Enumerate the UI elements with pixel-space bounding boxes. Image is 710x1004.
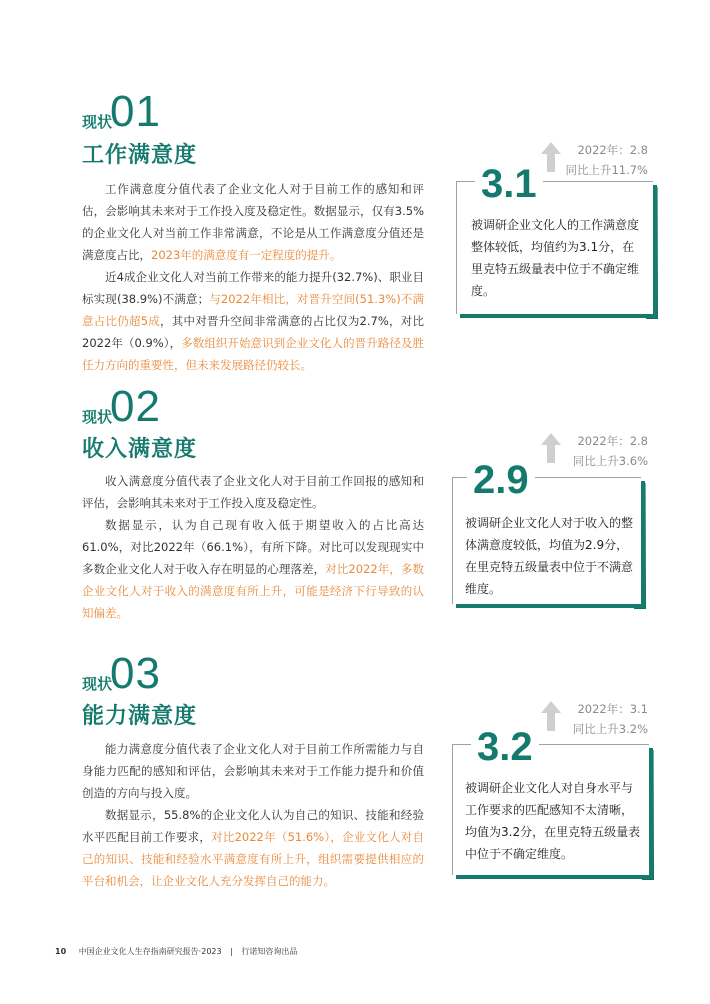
paragraph: [82, 178, 424, 266]
compare-year: 2022年：2.8: [577, 434, 648, 448]
compare-year: 2022年：3.1: [577, 702, 648, 716]
stat-value: 3.1: [475, 162, 543, 206]
stat-value: 3.2: [471, 725, 539, 769]
report-title: 中国企业文化人生存指南研究报告·2023: [78, 947, 222, 956]
stat-description: 被调研企业文化人对自身水平与工作要求的匹配感知不太清晰，均值为3.2分，在里克特五级量表中位于不确定维度。: [465, 781, 641, 861]
section-label: 现状: [82, 113, 113, 131]
body-text: 能力满意度分值代表了企业文化人对于目前工作所需能力与自身能力匹配的感知和评估，会影响其未来对于工作能力提升和价值创造的方向与投入度。: [82, 742, 424, 800]
body-text: 数据显示，认为自己现有收入低于期望收入的占比高达61.0%，对比2022年（66.1%），有所下降。对比可以发现现实中多数企业文化人对于收入存在明显的心理落差，: [82, 518, 424, 576]
compare-change: 同比上升3.2%: [572, 722, 648, 736]
section-label: 现状: [82, 408, 113, 426]
stat-description: 被调研企业文化人的工作满意度整体较低，均值约为3.1分，在里克特五级量表中位于不确定维度。: [471, 218, 640, 298]
up-arrow-icon: [541, 433, 561, 463]
compare-change: 同比上升3.6%: [572, 454, 648, 468]
paragraph: [82, 514, 424, 624]
section-title: 工作满意度: [82, 143, 198, 168]
section-number: 02: [110, 382, 161, 431]
paragraph: [82, 266, 424, 376]
highlight-text: 多数组织开始意识到企业文化人的晋升路径及胜任力方向的重要性，但未来发展路径仍较长。: [82, 336, 424, 372]
section-label: 现状: [82, 675, 113, 693]
stat-value: 2.9: [467, 458, 535, 502]
compare-change: 同比上升11.7%: [565, 163, 648, 177]
footer-separator: |: [230, 947, 233, 956]
highlight-text: 与2022年相比，对晋升空间(51.3%)不满意占比仍超5成: [82, 292, 424, 328]
body-text: ，其中对晋升空间非常满意的占比仅为2.7%，对比2022年（0.9%），: [82, 314, 424, 350]
section-title: 收入满意度: [82, 437, 198, 462]
section-number: 01: [110, 87, 161, 136]
body-text: 收入满意度分值代表了企业文化人对于目前工作回报的感知和评估，会影响其未来对于工作投入度及稳定性。: [82, 474, 424, 510]
highlight-text: 对比2022年（51.6%），企业文化人对自己的知识、技能和经验水平满意度有所上升，组织需要提供相应的平台和机会，让企业文化人充分发挥自己的能力。: [82, 830, 424, 888]
paragraph: [82, 804, 424, 892]
body-text: 近4成企业文化人对当前工作带来的能力提升(32.7%)、职业目标实现(38.9%)不满意；: [82, 270, 424, 306]
paragraph: [82, 738, 424, 804]
body-text: 工作满意度分值代表了企业文化人对于目前工作的感知和评估，会影响其未来对于工作投入度及稳定性。数据显示，仅有3.5%的企业文化人对当前工作非常满意，不论是从工作满意度分值还是满意度占比，: [82, 182, 424, 262]
paragraph: [82, 470, 424, 514]
compare-year: 2022年：2.8: [577, 143, 648, 157]
highlight-text: 对比2022年，多数企业文化人对于收入的满意度有所上升，可能是经济下行导致的认知偏差。: [82, 562, 424, 620]
page-footer: [55, 946, 297, 957]
page-number: 10: [55, 947, 67, 956]
highlight-text: 2023年的满意度有一定程度的提升。: [151, 248, 342, 262]
up-arrow-icon: [541, 701, 561, 731]
stat-description: 被调研企业文化人对于收入的整体满意度较低，均值为2.9分，在里克特五级量表中位于不满意维度。: [465, 516, 634, 596]
up-arrow-icon: [541, 142, 561, 172]
body-text: 数据显示，55.8%的企业文化人认为自己的知识、技能和经验水平匹配目前工作要求，: [82, 808, 424, 844]
section-body: [82, 470, 424, 624]
section-body: [82, 178, 424, 376]
section-number: 03: [110, 649, 161, 698]
section-body: [82, 738, 424, 892]
publisher: 行诺知咨询出品: [241, 947, 298, 956]
section-title: 能力满意度: [82, 704, 198, 729]
